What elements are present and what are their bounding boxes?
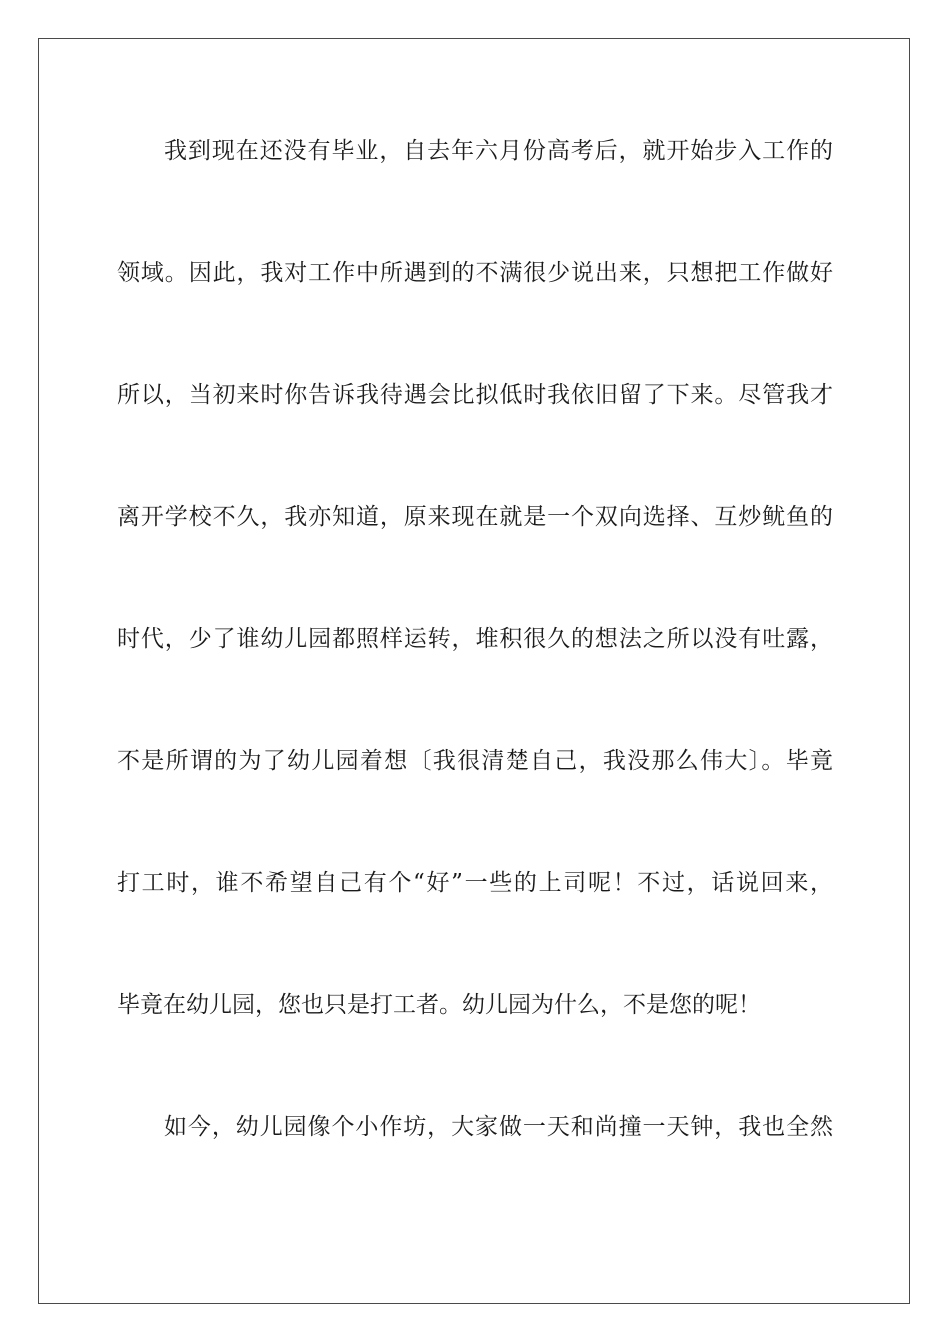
paragraph-2-line-1: 如今，幼儿园像个小作坊，大家做一天和尚撞一天钟，我也全然 (164, 1114, 833, 1140)
paragraph-1-line-1: 我到现在还没有毕业，自去年六月份高考后，就开始步入工作的 (164, 138, 833, 164)
paragraph-1-line-6: 不是所谓的为了幼儿园着想〔我很清楚自己，我没那么伟大〕。毕竟 (117, 748, 833, 774)
paragraph-1-line-3: 所以，当初来时你告诉我待遇会比拟低时我依旧留了下来。尽管我才 (117, 382, 833, 408)
paragraph-1-line-4: 离开学校不久，我亦知道，原来现在就是一个双向选择、互炒鱿鱼的 (117, 504, 833, 530)
paragraph-1-line-7: 打工时，谁不希望自己有个“好”一些的上司呢！不过，话说回来， (117, 870, 833, 896)
paragraph-1-line-2: 领域。因此，我对工作中所遇到的不满很少说出来，只想把工作做好 (117, 260, 833, 286)
paragraph-1-line-8: 毕竟在幼儿园，您也只是打工者。幼儿园为什么，不是您的呢！ (117, 992, 761, 1018)
paragraph-1-line-5: 时代，少了谁幼儿园都照样运转，堆积很久的想法之所以没有吐露， (117, 626, 833, 652)
